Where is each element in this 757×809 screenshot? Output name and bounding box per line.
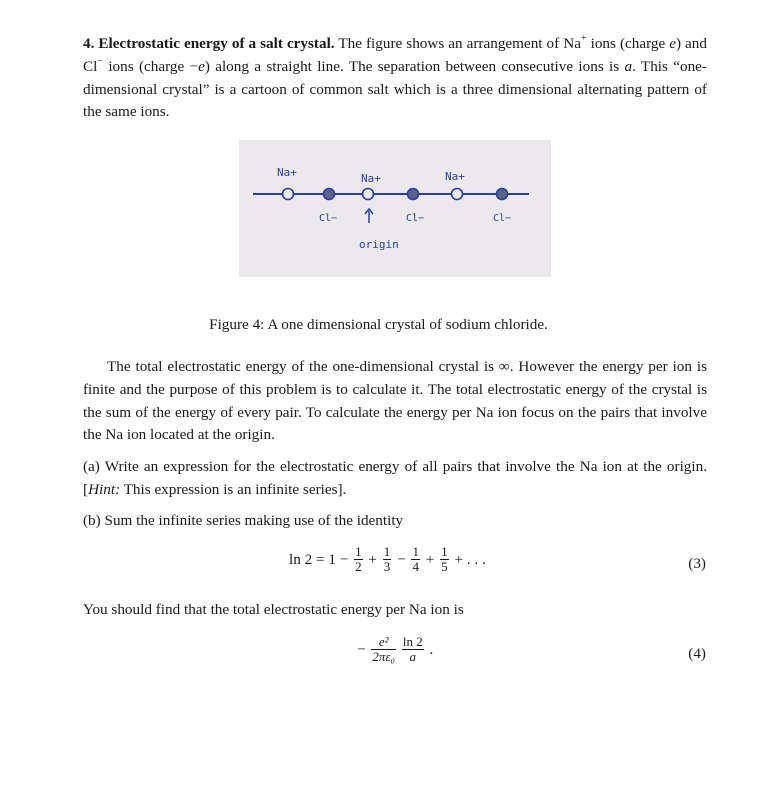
denominator: 3 [383,559,391,574]
label-cl-2: Cl− [406,213,425,224]
math-var: a [624,57,633,75]
text-span: ) along a straight line. The separation between consecutive ions is [204,57,625,75]
body-paragraph: The total electrostatic energy of the one-dimensional crystal is ∞. However the energy per ion is finite and the purpose of this problem is to calculate it. The total electrostatic energy of the crystal is the sum of the energy of every pair. To calculate the energy per Na ion focus on the pairs that involve the Na ion located at the origin. [83,358,707,444]
fraction [383,545,392,574]
equation-number-3: (3) [688,555,706,572]
superscript: + [580,32,587,44]
numerator: 1 [383,544,391,559]
denominator: a [402,649,424,664]
numerator: 1 [412,544,419,559]
problem-title: Electrostatic energy of a salt crystal. [98,35,335,52]
label-na-2: Na+ [361,172,381,185]
text-span: This expression is an infinite series]. [120,480,347,498]
label-na-1: Na+ [277,166,297,179]
numerator: 1 [355,544,362,559]
operator: . [429,640,434,658]
label-na-3: Na+ [445,170,465,183]
cl-ion [324,189,335,200]
na-ion [452,189,463,200]
math-var: e [198,57,205,75]
denominator: 4 [412,559,419,574]
operator: + [425,550,435,568]
label-cl-3: Cl− [493,213,512,224]
part-a [83,456,707,502]
cl-ion [497,189,508,200]
problem-number: 4. [83,35,95,52]
problem-statement [83,33,707,124]
eq3-lhs: ln 2 = 1 − [289,550,349,568]
crystal-figure [239,140,551,277]
numerator: 1 [441,544,448,559]
text-span: ions (charge − [103,57,199,75]
operator: − [357,640,366,658]
operator: + [368,550,377,568]
text-span: ) and Cl [83,35,707,75]
numerator: ln 2 [402,634,423,649]
part-b: (b) Sum the infinite series making use of the identity [83,512,404,529]
denominator: 2 [355,559,362,574]
fraction [402,635,424,664]
text-span: . This “one-dimensional crystal” is a cartoon of common salt which is a three dimensional alternating pattern of the same ions. [83,57,707,121]
result-paragraph: You should find that the total electrostatic energy per Na ion is [83,601,464,618]
equation-3 [288,545,487,574]
text-span: ions (charge [586,35,670,52]
fraction [440,545,449,574]
na-ion [283,189,294,200]
na-ion [363,189,374,200]
equation-4 [356,635,434,664]
crystal-drawing [239,140,551,277]
fraction [371,635,396,664]
cl-ion [408,189,419,200]
denominator: 2πε₀ [372,649,396,664]
figure-background [239,140,551,277]
eq3-tail: + . . . [454,550,486,568]
fraction [411,545,420,574]
fraction [354,545,363,574]
equation-number-4: (4) [688,645,706,662]
text-span: The figure shows an arrangement of Na [338,35,581,52]
denominator: 5 [441,559,448,574]
superscript: − [97,55,103,67]
numerator: e² [378,634,389,649]
figure-caption: Figure 4: A one dimensional crystal of sodium chloride. [209,316,548,333]
label-origin: origin [359,238,399,251]
math-var: e [669,35,676,52]
label-cl-1: Cl− [319,213,338,224]
text-span: (a) Write an expression for the electrostatic energy of all pairs that involve the Na ion at the origin. [ [83,458,707,498]
operator: − [397,550,406,568]
hint-label: Hint: [88,480,121,498]
